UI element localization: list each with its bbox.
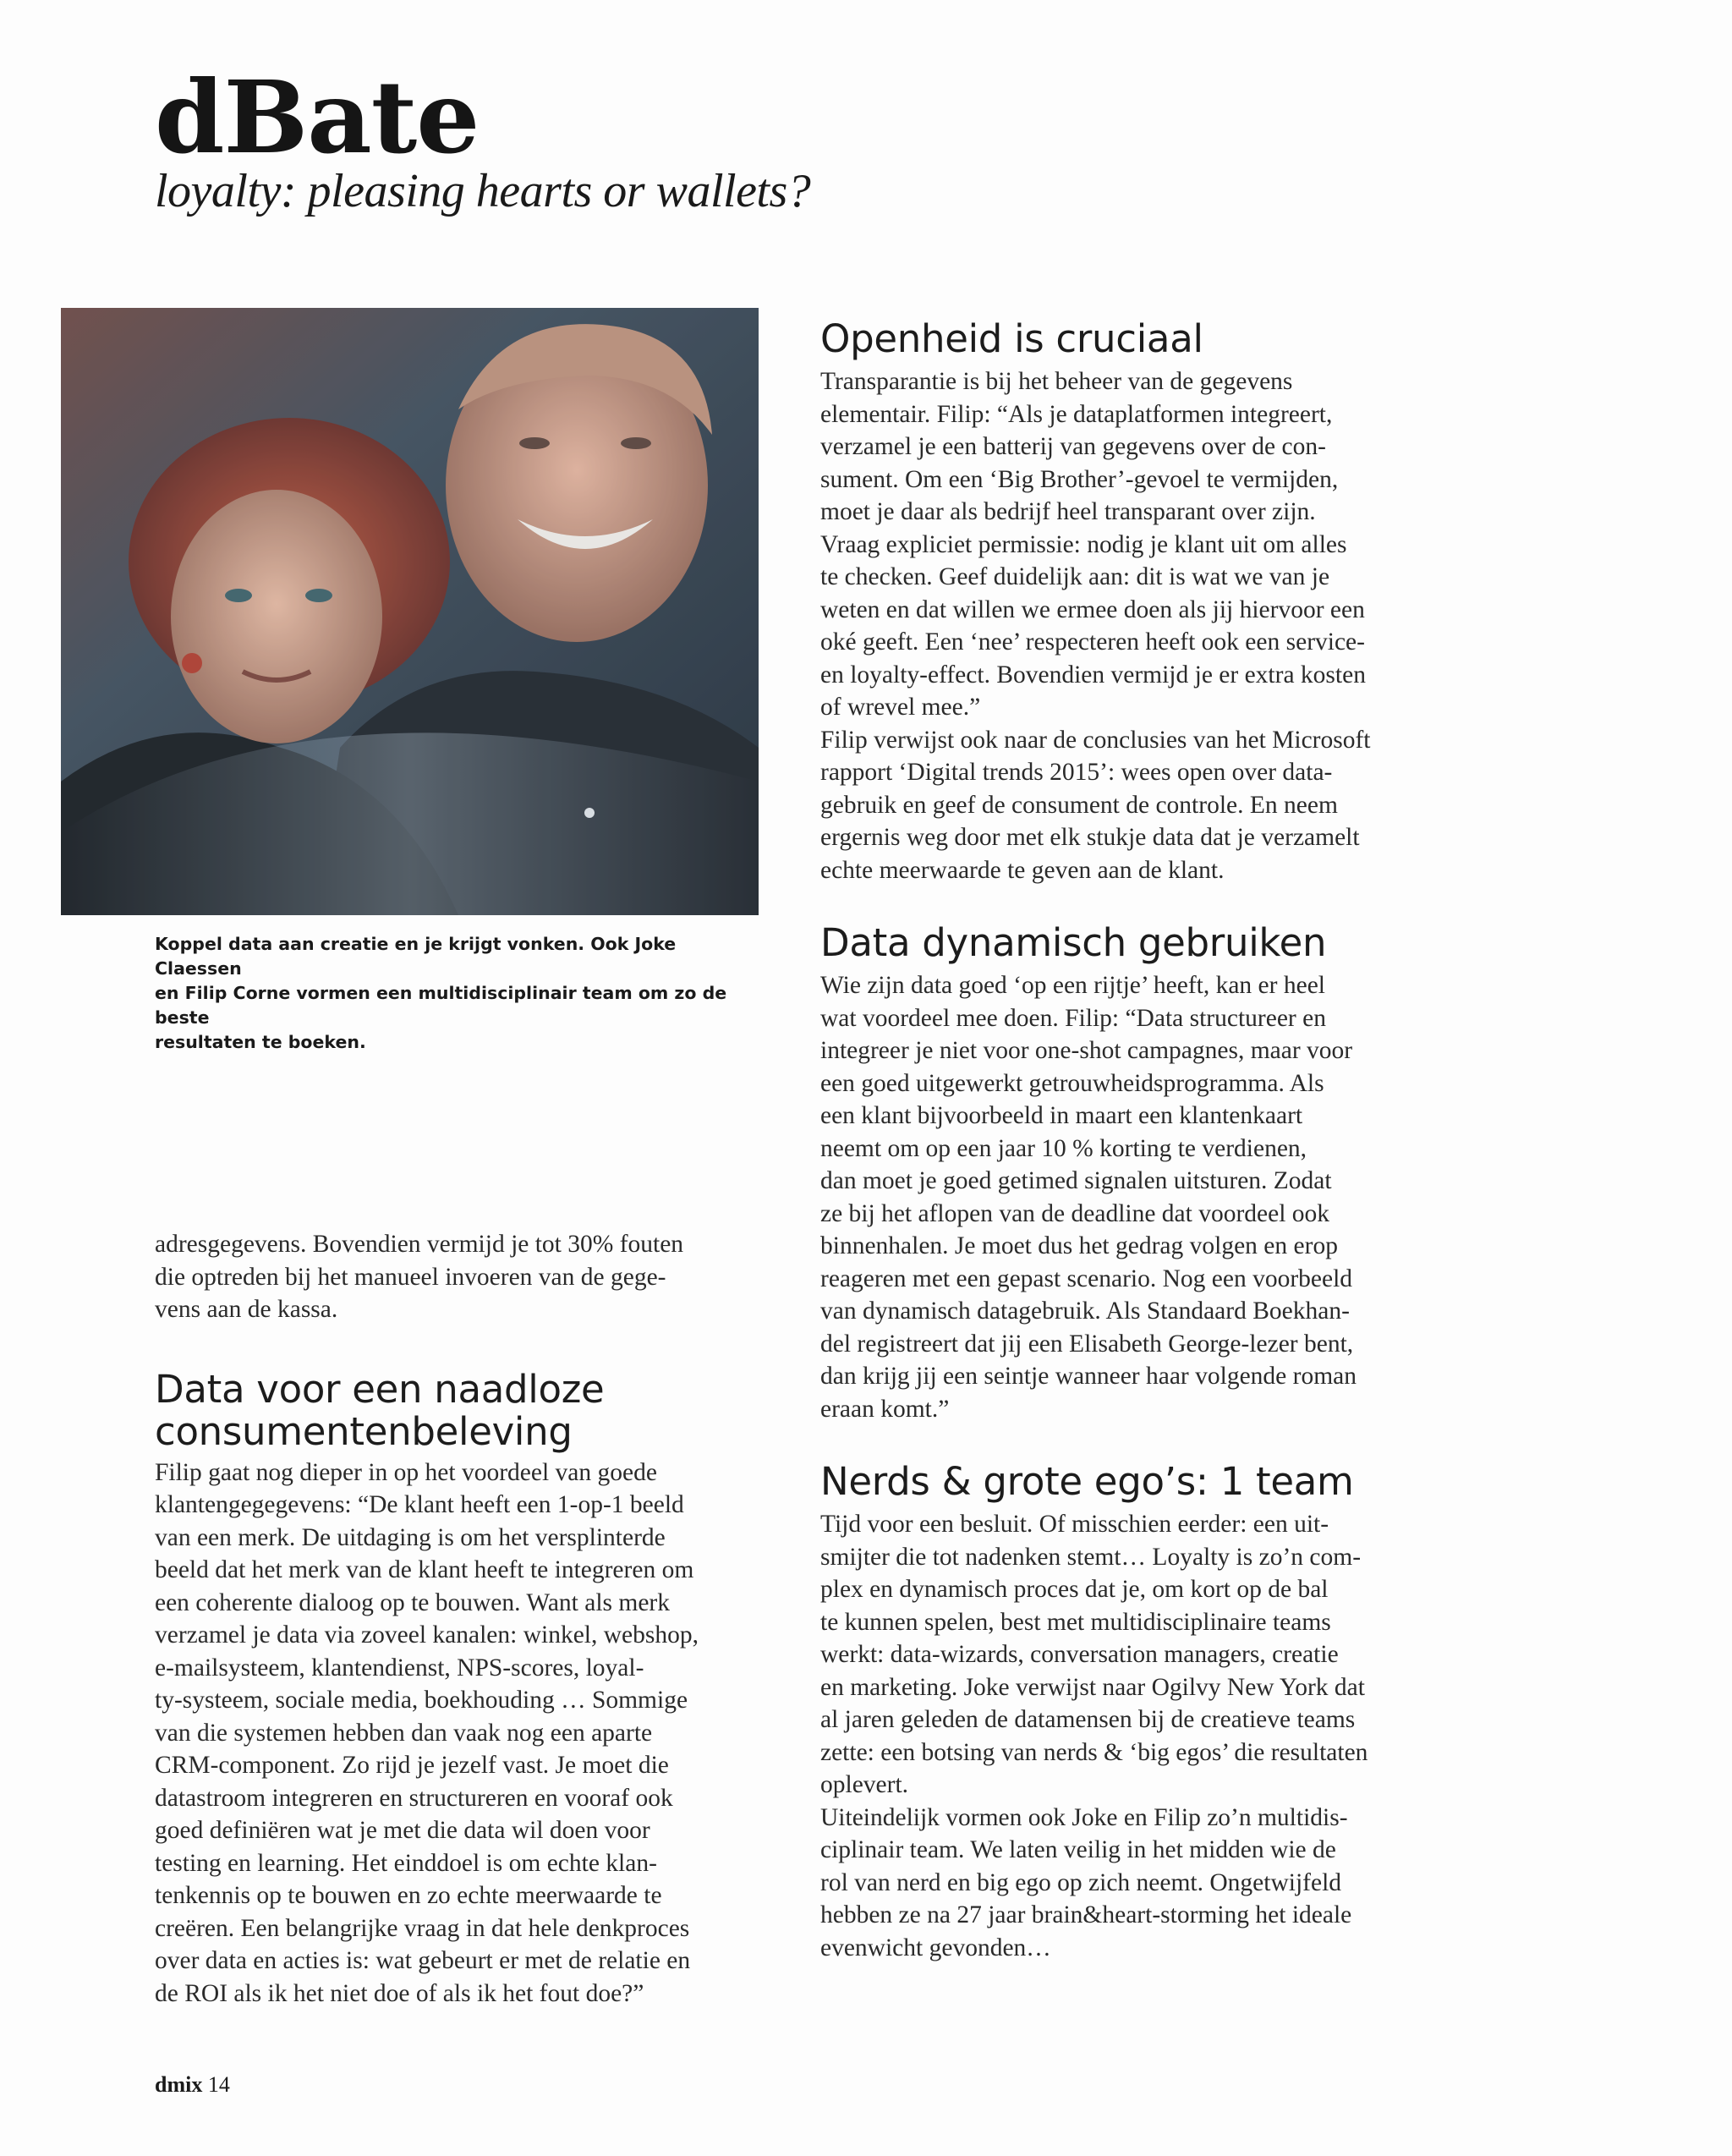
text-line: Vraag expliciet permissie: nodig je klant uit om alles [820, 530, 1347, 558]
text-line: oplevert. [820, 1771, 909, 1798]
text-line: neemt om op een jaar 10 % korting te verdienen, [820, 1134, 1307, 1162]
text-line: Transparantie is bij het beheer van de gegevens [820, 368, 1293, 395]
text-line: Filip gaat nog dieper in op het voordeel van goede [155, 1458, 657, 1486]
right-column [820, 318, 1429, 1964]
intro-paragraph [155, 1228, 764, 1326]
text-line: te checken. Geef duidelijk aan: dit is wat we van je [820, 563, 1330, 590]
text-line: en marketing. Joke verwijst naar Ogilvy New York dat [820, 1673, 1365, 1701]
section-body [820, 969, 1429, 1425]
text-line: zette: een botsing van nerds & ‘big egos’ die resultaten [820, 1738, 1368, 1766]
text-line: CRM-component. Zo rijd je jezelf vast. Je moet die [155, 1752, 669, 1779]
text-line: datastroom integreren en structureren en vooraf ook [155, 1784, 673, 1812]
text-line: van dynamisch datagebruik. Als Standaard Boekhan- [820, 1297, 1350, 1325]
text-line: weten en dat willen we ermee doen als jij hiervoor een [820, 595, 1365, 623]
text-line: of wrevel mee.” [820, 694, 981, 721]
text-line: elementair. Filip: “Als je dataplatformen integreert, [820, 400, 1333, 428]
text-line: goed definiëren wat je met die data wil doen voor [155, 1817, 650, 1844]
text-line: werkt: data-wizards, conversation managers, creatie [820, 1641, 1339, 1668]
text-line: de ROI als ik het niet doe of als ik het fout doe?” [155, 1979, 644, 2007]
text-line: verzamel je data via zoveel kanalen: winkel, webshop, [155, 1621, 699, 1649]
text-line: ze bij het aflopen van de deadline dat voordeel ook [820, 1199, 1330, 1227]
text-line: van die systemen hebben dan vaak nog een aparte [155, 1719, 653, 1747]
text-line: echte meerwaarde te geven aan de klant. [820, 856, 1225, 884]
text-line: verzamel je een batterij van gegevens over de con- [820, 433, 1326, 460]
text-line: beeld dat het merk van de klant heeft te integreren om [155, 1556, 694, 1583]
heading-line: consumentenbeleving [155, 1408, 573, 1454]
text-line: al jaren geleden de datamensen bij de creatieve teams [820, 1706, 1356, 1733]
text-line: rapport ‘Digital trends 2015’: wees open over data- [820, 759, 1333, 786]
text-line: moet je daar als bedrijf heel transparant over zijn. [820, 498, 1316, 525]
text-line: adresgegevens. Bovendien vermijd je tot 30% fouten [155, 1231, 684, 1258]
text-line: Tijd voor een besluit. Of misschien eerder: een uit- [820, 1511, 1329, 1538]
caption-line: resultaten te boeken. [155, 1032, 366, 1052]
section-heading [155, 1366, 764, 1454]
article-subtitle: loyalty: pleasing hearts or wallets? [155, 165, 811, 217]
text-line: plex en dynamisch proces dat je, om kort op de bal [820, 1576, 1329, 1603]
page-footer [155, 2072, 230, 2098]
magazine-brand: dmix [155, 2072, 203, 2097]
text-line: testing en learning. Het einddoel is om echte klan- [155, 1849, 657, 1877]
text-line: integreer je niet voor one-shot campagnes, maar voor [820, 1037, 1353, 1064]
text-line: ty-systeem, sociale media, boekhouding … Sommige [155, 1687, 688, 1714]
text-line: smijter die tot nadenken stemt… Loyalty is zo’n com- [820, 1543, 1362, 1571]
photo-caption [155, 932, 747, 1055]
text-line: gebruik en geef de consument de controle. En neem [820, 791, 1338, 819]
text-line: hebben ze na 27 jaar brain&heart-storming het ideale [820, 1901, 1352, 1928]
section-body [820, 1508, 1429, 1964]
heading-line: Data voor een naadloze [155, 1366, 605, 1412]
magazine-section-title: dBate [155, 58, 480, 176]
section-body [820, 365, 1429, 886]
text-line: te kunnen spelen, best met multidisciplinaire teams [820, 1608, 1331, 1636]
text-line: reageren met een gepast scenario. Nog een voorbeeld [820, 1265, 1353, 1292]
section-heading: Data dynamisch gebruiken [820, 920, 1327, 965]
text-line: over data en acties is: wat gebeurt er met de relatie en [155, 1947, 691, 1974]
text-line: wat voordeel mee doen. Filip: “Data structureer en [820, 1004, 1326, 1032]
caption-line: en Filip Corne vormen een multidisciplinair team om zo de beste [155, 983, 727, 1028]
text-line: van een merk. De uitdaging is om het versplinterde [155, 1523, 666, 1551]
text-line: Uiteindelijk vormen ook Joke en Filip zo’n multidis- [820, 1803, 1348, 1831]
text-line: oké geeft. Een ‘nee’ respecteren heeft ook een service- [820, 628, 1365, 656]
text-line: die optreden bij het manueel invoeren van de gege- [155, 1263, 666, 1291]
text-line: del registreert dat jij een Elisabeth George-lezer bent, [820, 1330, 1354, 1358]
text-line: creëren. Een belangrijke vraag in dat hele denkproces [155, 1914, 690, 1942]
left-column [155, 1228, 764, 2010]
section-body [155, 1457, 764, 2011]
text-line: Wie zijn data goed ‘op een rijtje’ heeft, kan er heel [820, 972, 1325, 999]
text-line: en loyalty-effect. Bovendien vermijd je er extra kosten [820, 661, 1366, 688]
text-line: dan krijg jij een seintje wanneer haar volgende roman [820, 1363, 1357, 1390]
text-line: klantengegegevens: “De klant heeft een 1-op-1 beeld [155, 1491, 684, 1518]
article-photo [61, 308, 759, 915]
section-heading: Openheid is cruciaal [820, 316, 1203, 361]
caption-line: Koppel data aan creatie en je krijgt vonken. Ook Joke Claessen [155, 934, 677, 979]
text-line: eraan komt.” [820, 1395, 950, 1423]
text-line: e-mailsysteem, klantendienst, NPS-scores, loyal- [155, 1654, 644, 1681]
text-line: vens aan de kassa. [155, 1296, 338, 1323]
portrait-illustration [61, 308, 759, 915]
text-line: een klant bijvoorbeeld in maart een klantenkaart [820, 1102, 1303, 1129]
text-line: sument. Om een ‘Big Brother’-gevoel te vermijden, [820, 465, 1339, 493]
text-line: ciplinair team. We laten veilig in het midden wie de [820, 1836, 1336, 1863]
text-line: dan moet je goed getimed signalen uitsturen. Zodat [820, 1167, 1332, 1194]
text-line: tenkennis op te bouwen en zo echte meerwaarde te [155, 1882, 662, 1909]
text-line: binnenhalen. Je moet dus het gedrag volgen en erop [820, 1232, 1338, 1259]
text-line: een coherente dialoog op te bouwen. Want als merk [155, 1588, 670, 1616]
text-line: Filip verwijst ook naar de conclusies van het Microsoft [820, 726, 1371, 754]
page-number: 14 [207, 2072, 230, 2097]
section-heading: Nerds & grote ego’s: 1 team [820, 1459, 1354, 1504]
text-line: een goed uitgewerkt getrouwheidsprogramma. Als [820, 1069, 1324, 1097]
text-line: ergernis weg door met elk stukje data dat je verzamelt [820, 824, 1360, 851]
text-line: evenwicht gevonden… [820, 1934, 1051, 1961]
text-line: rol van nerd en big ego op zich neemt. Ongetwijfeld [820, 1868, 1342, 1896]
